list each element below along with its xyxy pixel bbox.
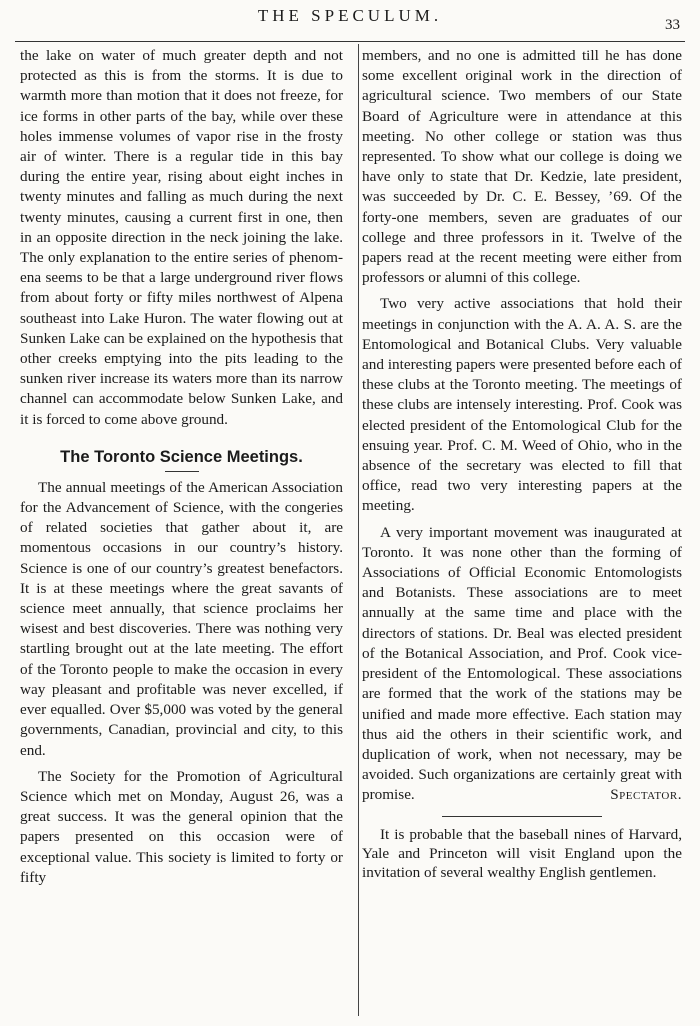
page-number: 33 xyxy=(665,17,680,33)
paragraph-4-text: A very important movement was inaugurated at Toronto. It was none other than the forming of Associations of Official Economic Entomologists and Botanists. These associations are to meet annually at the same time and place with the directors of stations. Dr. Beal was elected president of the Botanical Association, and Prof. Cook vice-president of the Entomological. These associations are formed that the work of the stations may be unified and made more effective. Each station may thus aid the others in their scientific work, and duplication of work, when not necessary, may be avoided. Such organizations are certainly great with promise. xyxy=(362,523,682,804)
running-title: THE SPECULUM. xyxy=(257,6,443,25)
baseball-note: It is probable that the baseball nines of Harvard, Yale and Princeton will visit England upon the invitation of several wealthy English gentlemen. xyxy=(362,825,682,881)
article-paragraph-2-continued: members, and no one is admitted till he has done some excellent original work in the direction of agricultural science. Two members of our State Board of Agriculture were in attendance at this meeting. No other college or station was thus represented. To show what our college is doing we have only to state that Dr. Kedzie, late president, was succeeded by Dr. C. E. Bessey, ’69. Of the forty-one members, seven are graduates of our college and three professors in it. Twelve of the papers read at the recent meeting were either from professors or alumni of this college. xyxy=(362,47,682,287)
title-rule xyxy=(165,471,199,472)
article-paragraph-4 xyxy=(362,523,682,806)
right-column xyxy=(362,46,682,882)
article-paragraph-3: Two very active associations that hold their meetings in conjunction with the A. A. A. S. are the Entomological and Botanical Clubs. Very valuable and interesting papers were presented before each of these clubs at the Toronto meeting. The meetings of these clubs are intensely interesting. Prof. Cook was elected president of the Entomological Club for the ensuing year. Prof. C. M. Weed of Ohio, who in the absence of the secretary was elected to fill that office, read two very interesting papers at the meeting. xyxy=(362,295,682,515)
column-divider xyxy=(358,44,359,1016)
left-column xyxy=(20,46,343,888)
note-block xyxy=(362,825,682,882)
section-rule xyxy=(442,816,602,817)
page-header xyxy=(0,0,700,40)
article-paragraph-2: The Society for the Promotion of Agricultural Science which met on Monday, August 26, was a great success. It was the general opinion that the papers presented on this occasion were of exceptional value. This society is limited to forty or fifty xyxy=(20,767,343,886)
author-signature: Spectator. xyxy=(610,786,682,804)
article-title: The Toronto Science Meetings. xyxy=(60,447,303,466)
continued-paragraph: the lake on water of much greater depth and not protected as this is from the storms. It is due to warmth more than motion that it does not freeze, for ice forms in other parts of the bay, while over these holes immense volumes of vapor rise in the frosty air of winter. There is a regular tide in this bay during the entire year, rising about eight inches in twenty minutes and falling as much during the next twenty minutes, causing a current first in one, then in an opposite direction in the neck joining the lake. The only explanation to the entire series of phenomena seems to be that a large underground river flows from about forty or fifty miles northwest of Alpena southeast into Lake Huron. The water flowing out at Sunken Lake can be explained on the hypothesis that other creeks emptying into the pits leading to the sunken river increase its waters more than its narrow channel can accommodate below Sunken Lake, and it is forced to come above ground. xyxy=(20,47,343,428)
header-rule xyxy=(15,41,685,42)
article-paragraph-1: The annual meetings of the American Association for the Advancement of Science, with the congeries of related societies that gather about it, are momentous occasions in our country’s history. Science is one of our country’s greatest benefactors. It is at these meetings where the great savants of science meet annually, that science proclaims her wisest and best discoveries. There was nothing very startling brought out at the late meeting. The effort of the Toronto people to make the occasion in every way pleasant and profitable was never excelled, if ever equalled. Over $5,000 was voted by the general governments, Canadian, provincial and city, to this end. xyxy=(20,478,343,759)
